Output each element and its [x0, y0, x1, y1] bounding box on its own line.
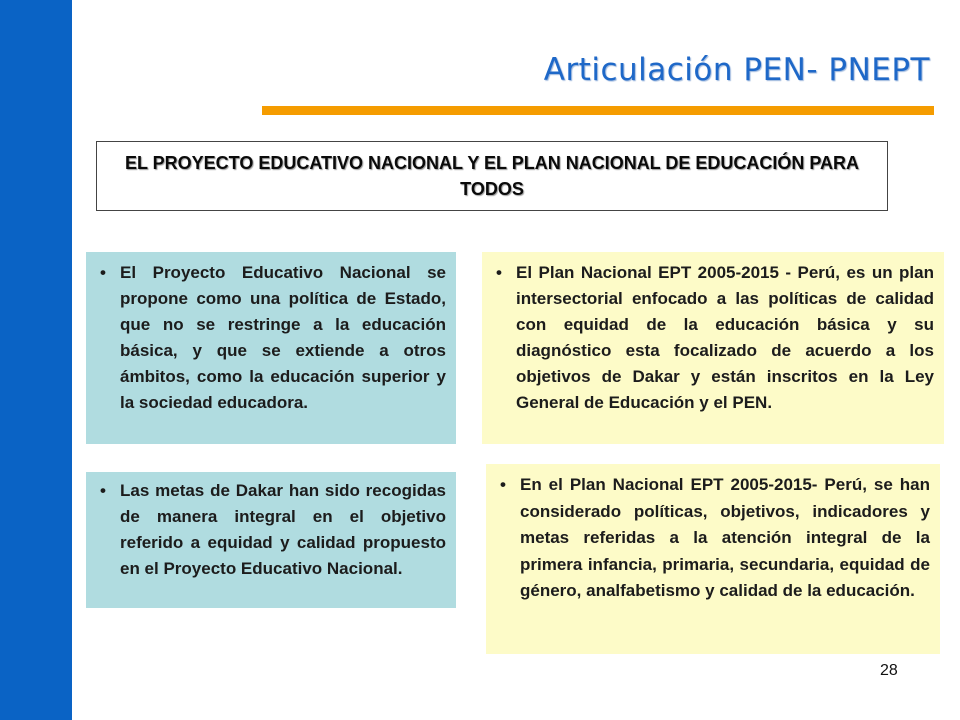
text-box-pen — [86, 252, 456, 444]
text-box-plan-ept — [482, 252, 944, 444]
slide-title: Articulación PEN- PNEPT — [543, 52, 930, 88]
bullet-text: En el Plan Nacional EPT 2005-2015- Perú, se han considerado políticas, objetivos, indicadores y metas referidas a la atención integral de la primera infancia, primaria, secundaria, equidad de género, analfabetismo y calidad de la educación. — [520, 475, 930, 600]
page-number: 28 — [880, 662, 898, 679]
bullet-icon: • — [100, 263, 106, 282]
bullet-item — [86, 478, 456, 582]
bullet-text: El Proyecto Educativo Nacional se propone como una política de Estado, que no se restringe a la educación básica, y que se extiende a otros ámbitos, como la educación superior y la sociedad educadora. — [120, 263, 446, 412]
left-accent-band — [0, 0, 72, 720]
bullet-text: Las metas de Dakar han sido recogidas de manera integral en el objetivo referido a equidad y calidad propuesto en el Proyecto Educativo Nacional. — [120, 481, 446, 578]
bullet-item — [486, 472, 940, 605]
text-box-plan-policies — [486, 464, 940, 654]
bullet-icon: • — [500, 475, 506, 494]
bullet-item — [482, 260, 944, 416]
bullet-icon: • — [496, 263, 502, 282]
bullet-item — [86, 260, 456, 416]
bullet-icon: • — [100, 481, 106, 500]
section-banner — [96, 141, 888, 211]
bullet-text: El Plan Nacional EPT 2005-2015 - Perú, es un plan intersectorial enfocado a las políticas de calidad con equidad de la educación básica y su diagnóstico esta focalizado de acuerdo a los objetivos de Dakar y están inscritos en la Ley General de Educación y el PEN. — [516, 263, 934, 412]
text-box-dakar — [86, 472, 456, 608]
banner-text: EL PROYECTO EDUCATIVO NACIONAL Y EL PLAN NACIONAL DE EDUCACIÓN PARA TODOS — [124, 153, 860, 199]
title-underline — [262, 106, 934, 115]
